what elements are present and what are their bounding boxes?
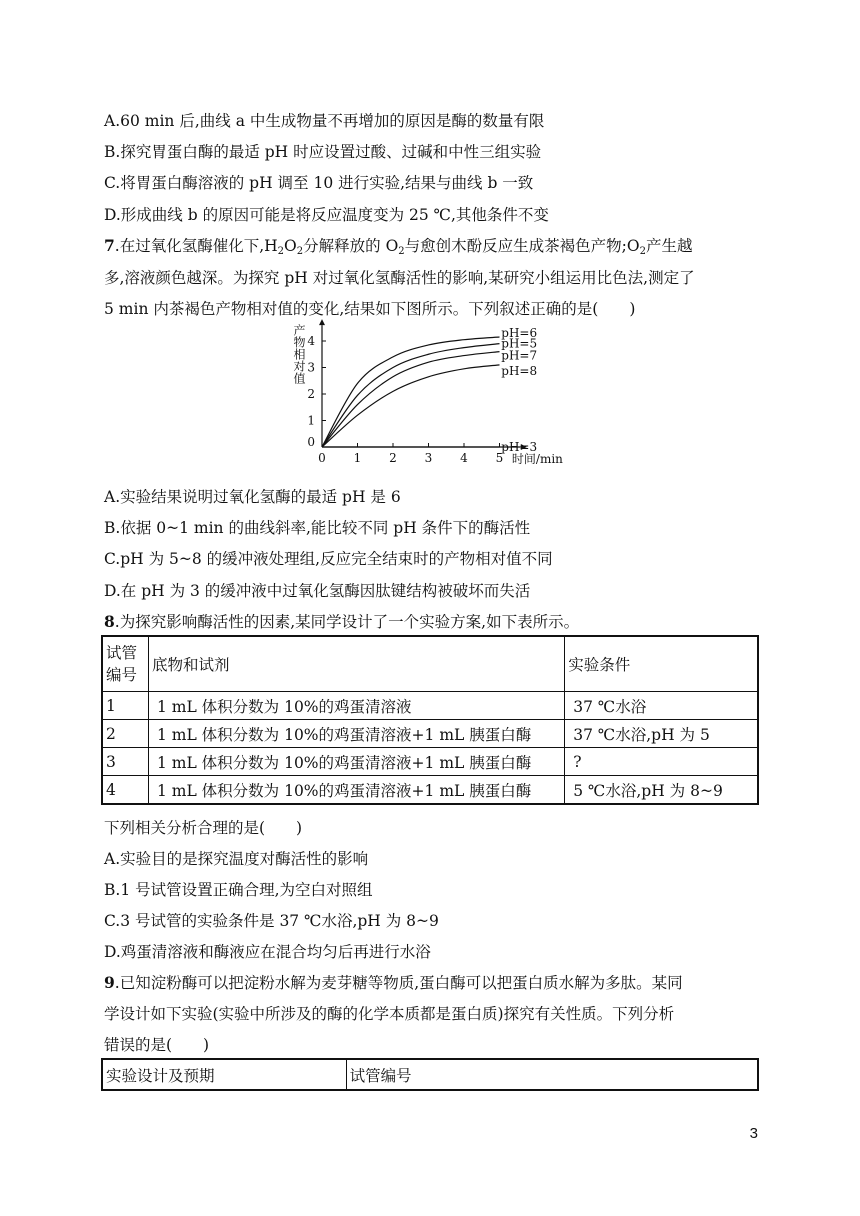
table-header-row [103,637,758,692]
series-label: pH=8 [501,363,538,378]
q8-stem-text: .为探究影响酶活性的因素,某同学设计了一个实验方案,如下表所示。 [114,613,580,631]
q8-option-a: A.实验目的是探究温度对酶活性的影响 [104,850,369,868]
series-label: pH=6 [501,326,538,341]
q7-stem-part: 产生越 [645,237,693,255]
q7-stem-sub: 2 [277,246,285,257]
x-tick-label: 1 [353,451,362,465]
y-tick-label: 0 [307,435,315,449]
cell-condition: 37 ℃水浴 [565,692,758,720]
q9-stem-line2: 学设计如下实验(实验中所涉及的酶的化学本质都是蛋白质)探究有关性质。下列分析 [104,1005,675,1023]
q8-option-d: D.鸡蛋清溶液和酶液应在混合均匀后再进行水浴 [104,943,431,961]
header-tube-number: 试管编号 [346,1060,757,1090]
x-tick-label: 5 [495,451,504,465]
table-row [103,776,758,804]
q9-stem-line1 [104,971,683,993]
x-tick-label: 2 [389,451,397,465]
q8-option-b: B.1 号试管设置正确合理,为空白对照组 [104,881,373,899]
x-axis-label: 时间/min [511,452,563,466]
header-substrate: 底物和试剂 [148,637,564,692]
y-tick-label: 4 [307,334,315,348]
series-line [322,337,500,447]
q7-stem-line3: 5 min 内茶褐色产物相对值的变化,结果如下图所示。下列叙述正确的是( ) [104,300,636,318]
q8-option-c: C.3 号试管的实验条件是 37 ℃水浴,pH 为 8~9 [104,912,439,930]
y-axis-label: 产物相对值 [292,324,306,384]
y-tick-label: 2 [307,387,315,401]
q7-stem-line2: 多,溶液颜色越深。为探究 pH 对过氧化氢酶活性的影响,某研究小组运用比色法,测定了 [104,269,695,287]
header-condition: 实验条件 [565,637,758,692]
q8-stem [104,610,579,632]
q9-number: 9 [104,973,115,992]
chart-labels [292,323,563,466]
q7-number: 7 [104,236,115,255]
series-label: pH=3 [501,440,538,454]
y-tick-label: 1 [307,413,315,428]
table-row [103,720,758,748]
table-header-row [103,1060,758,1090]
cell-condition: ? [565,748,758,776]
q9-experiment-table [102,1059,758,1090]
q7-stem-line1 [104,234,692,257]
cell-tube: 4 [103,776,149,804]
q7-stem-part: O [284,237,297,255]
page-number: 3 [749,1125,758,1142]
q7-stem-sub: 2 [296,246,304,257]
header-tube-line1: 试管 [106,644,138,662]
cell-substrate: 1 mL 体积分数为 10%的鸡蛋清溶液+1 mL 胰蛋白酶 [148,776,564,804]
x-tick-label: 0 [318,451,326,465]
header-tube-number [103,637,149,692]
cell-substrate: 1 mL 体积分数为 10%的鸡蛋清溶液+1 mL 胰蛋白酶 [148,720,564,748]
table-row [103,692,758,720]
y-axis-arrow [319,319,325,325]
q6-option-d: D.形成曲线 b 的原因可能是将反应温度变为 25 ℃,其他条件不变 [104,206,549,224]
q7-option-c: C.pH 为 5~8 的缓冲液处理组,反应完全结束时的产物相对值不同 [104,550,553,568]
q9-stem-text: .已知淀粉酶可以把淀粉水解为麦芽糖等物质,蛋白酶可以把蛋白质水解为多肽。某同 [114,974,683,992]
cell-tube: 1 [103,692,149,720]
q7-stem-part: .在过氧化氢酶催化下,H [114,237,278,255]
series-label: pH=5 [501,336,538,351]
cell-condition: 5 ℃水浴,pH 为 8~9 [565,776,758,804]
series-line [322,352,500,447]
q7-stem-part: 与愈创木酚反应生成茶褐色产物;O [404,237,640,255]
q8-experiment-table [102,636,758,804]
series-line [322,344,500,447]
cell-tube: 2 [103,720,149,748]
cell-condition: 37 ℃水浴,pH 为 5 [565,720,758,748]
x-tick-label: 3 [424,451,433,465]
q9-stem-line3: 错误的是( ) [104,1036,210,1054]
table-row [103,748,758,776]
cell-substrate: 1 mL 体积分数为 10%的鸡蛋清溶液+1 mL 胰蛋白酶 [148,748,564,776]
series-label: pH=7 [501,348,538,363]
header-design: 实验设计及预期 [103,1060,347,1090]
q7-option-a: A.实验结果说明过氧化氢酶的最适 pH 是 6 [104,488,401,506]
q7-stem-sub: 2 [639,246,646,257]
product-value-line-chart [285,318,585,478]
q6-option-c: C.将胃蛋白酶溶液的 pH 调至 10 进行实验,结果与曲线 b 一致 [104,174,534,192]
q7-option-d: D.在 pH 为 3 的缓冲液中过氧化氢酶因肽键结构被破坏而失活 [104,582,531,600]
cell-substrate: 1 mL 体积分数为 10%的鸡蛋清溶液 [148,692,564,720]
chart-axes [319,319,527,450]
q8-question: 下列相关分析合理的是( ) [104,819,303,837]
q6-option-b: B.探究胃蛋白酶的最适 pH 时应设置过酸、过碱和中性三组实验 [104,143,542,161]
q7-stem-sub: 2 [398,246,405,257]
q8-number: 8 [104,612,115,631]
q7-option-b: B.依据 0~1 min 的曲线斜率,能比较不同 pH 条件下的酶活性 [104,519,531,537]
q6-option-a: A.60 min 后,曲线 a 中生成物量不再增加的原因是酶的数量有限 [104,112,545,130]
header-tube-line2: 编号 [106,666,138,684]
cell-tube: 3 [103,748,149,776]
q7-stem-part: 分解释放的 O [303,237,399,255]
y-tick-label: 3 [307,360,315,375]
x-tick-label: 4 [460,451,468,465]
chart-curves [322,337,500,447]
